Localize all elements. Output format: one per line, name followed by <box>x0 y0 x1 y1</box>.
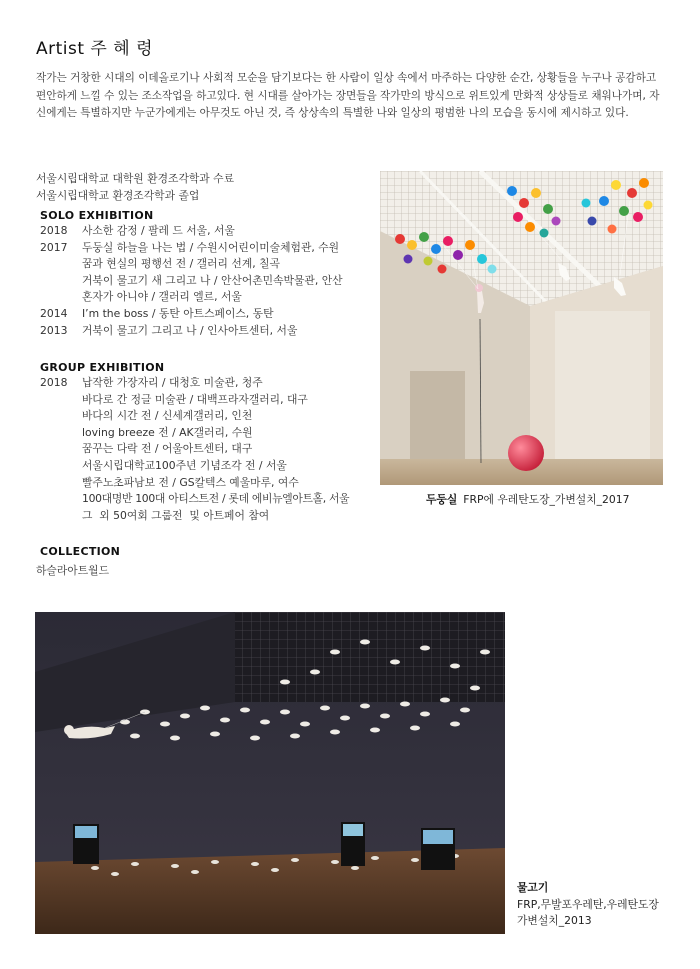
exhibition: I’m the boss / 동탄 아트스페이스, 동탄 <box>82 306 274 320</box>
exhibition: 바다로 간 정글 미술관 / 대백프라자갤러리, 대구 <box>82 392 308 406</box>
exhibition: 꿈과 현실의 평행선 전 / 갤러리 선계, 칠곡 <box>82 257 280 271</box>
group-row <box>40 375 380 392</box>
caption-dudungsil <box>426 492 630 507</box>
group-row <box>40 475 380 492</box>
work-description: FRP에 우레탄도장_가변설치_2017 <box>463 493 630 506</box>
solo-row <box>40 323 380 340</box>
collection-heading: COLLECTION <box>40 545 121 558</box>
artwork-photo-mulgogi <box>35 612 505 934</box>
caption-mulgogi <box>517 880 659 930</box>
solo-row <box>40 306 380 323</box>
group-row <box>40 508 380 525</box>
year: 2014 <box>40 306 68 320</box>
year: 2017 <box>40 240 68 254</box>
exhibition: loving breeze 전 / AK갤러리, 수원 <box>82 425 253 439</box>
education-item: 서울시립대학교 환경조각학과 졸업 <box>36 189 200 202</box>
year: 2013 <box>40 323 68 337</box>
solo-row <box>40 289 380 306</box>
group-row <box>40 408 380 425</box>
year: 2018 <box>40 224 68 237</box>
work-title: 물고기 <box>517 881 549 894</box>
artwork-photo-dudungsil <box>380 171 663 485</box>
artist-statement: 작가는 거창한 시대의 이데올로기나 사회적 모순을 담기보다는 한 사람이 일상 속에서 마주하는 다양한 순간, 상황들을 누구나 공감하고 편안하게 느낄 수 있는 조소작업을 하고있다. 현 시대를 살아가는 장면들을 작가만의 방식으로 위트있게 만화적 상상들로 채워나가며, 자신에게는 특별하지만 누군가에게는 아무것도 아닌 것, 즉 상상속의 특별한 나와 일상의 평범한 나의 모습을 동시에 제시하고 있다. <box>36 72 660 119</box>
solo-row <box>40 273 380 290</box>
year: 2018 <box>40 376 68 389</box>
work-title: 두둥실 <box>426 493 458 506</box>
exhibition: 혼자가 아니야 / 갤러리 엘르, 서울 <box>82 290 242 304</box>
group-exhibition-heading: GROUP EXHIBITION <box>40 361 165 374</box>
exhibition: 바다의 시간 전 / 신세계갤러리, 인천 <box>82 409 253 423</box>
collection-section <box>40 545 120 558</box>
exhibition: 거북이 물고기 새 그리고 나 / 안산어촌민속박물관, 안산 <box>82 273 343 287</box>
solo-row <box>40 256 380 273</box>
work-description: FRP,무발포우레탄,우레탄도장 <box>517 897 659 911</box>
exhibition: 납작한 가장자리 / 대청호 미술관, 청주 <box>82 376 263 389</box>
exhibition: 거북이 물고기 그리고 나 / 인사아트센터, 서울 <box>82 323 298 337</box>
exhibition: 꿈꾸는 다락 전 / 어울아트센터, 대구 <box>82 442 253 456</box>
work-description: 가변설치_2013 <box>517 914 592 927</box>
exhibition: 100대명반 100대 아티스트전 / 롯데 에비뉴엘아트홀, 서울 <box>82 492 350 506</box>
solo-exhibition-section <box>40 209 380 339</box>
group-row <box>40 441 380 458</box>
solo-row <box>40 223 380 240</box>
education-item: 서울시립대학교 대학원 환경조각학과 수료 <box>36 172 235 185</box>
solo-row <box>40 240 380 257</box>
exhibition: 그 외 50여회 그룹전 및 아트페어 참여 <box>82 508 270 522</box>
education <box>36 170 234 204</box>
group-row <box>40 425 380 442</box>
group-row <box>40 491 380 508</box>
group-row <box>40 458 380 475</box>
page-title: Artist 주 혜 령 <box>36 39 154 59</box>
collection-item: 하슬라아트월드 <box>36 564 110 577</box>
exhibition: 빨주노초파남보 전 / GS칼텍스 예울마루, 여수 <box>82 475 299 489</box>
exhibition: 사소한 감정 / 팔레 드 서울, 서울 <box>82 224 235 237</box>
exhibition: 두둥실 하늘을 나는 법 / 수원시어린이미술체험관, 수원 <box>82 240 340 254</box>
exhibition: 서울시립대학교100주년 기념조각 전 / 서울 <box>82 458 287 472</box>
group-row <box>40 392 380 409</box>
solo-exhibition-heading: SOLO EXHIBITION <box>40 209 154 222</box>
group-exhibition-section <box>40 361 380 524</box>
